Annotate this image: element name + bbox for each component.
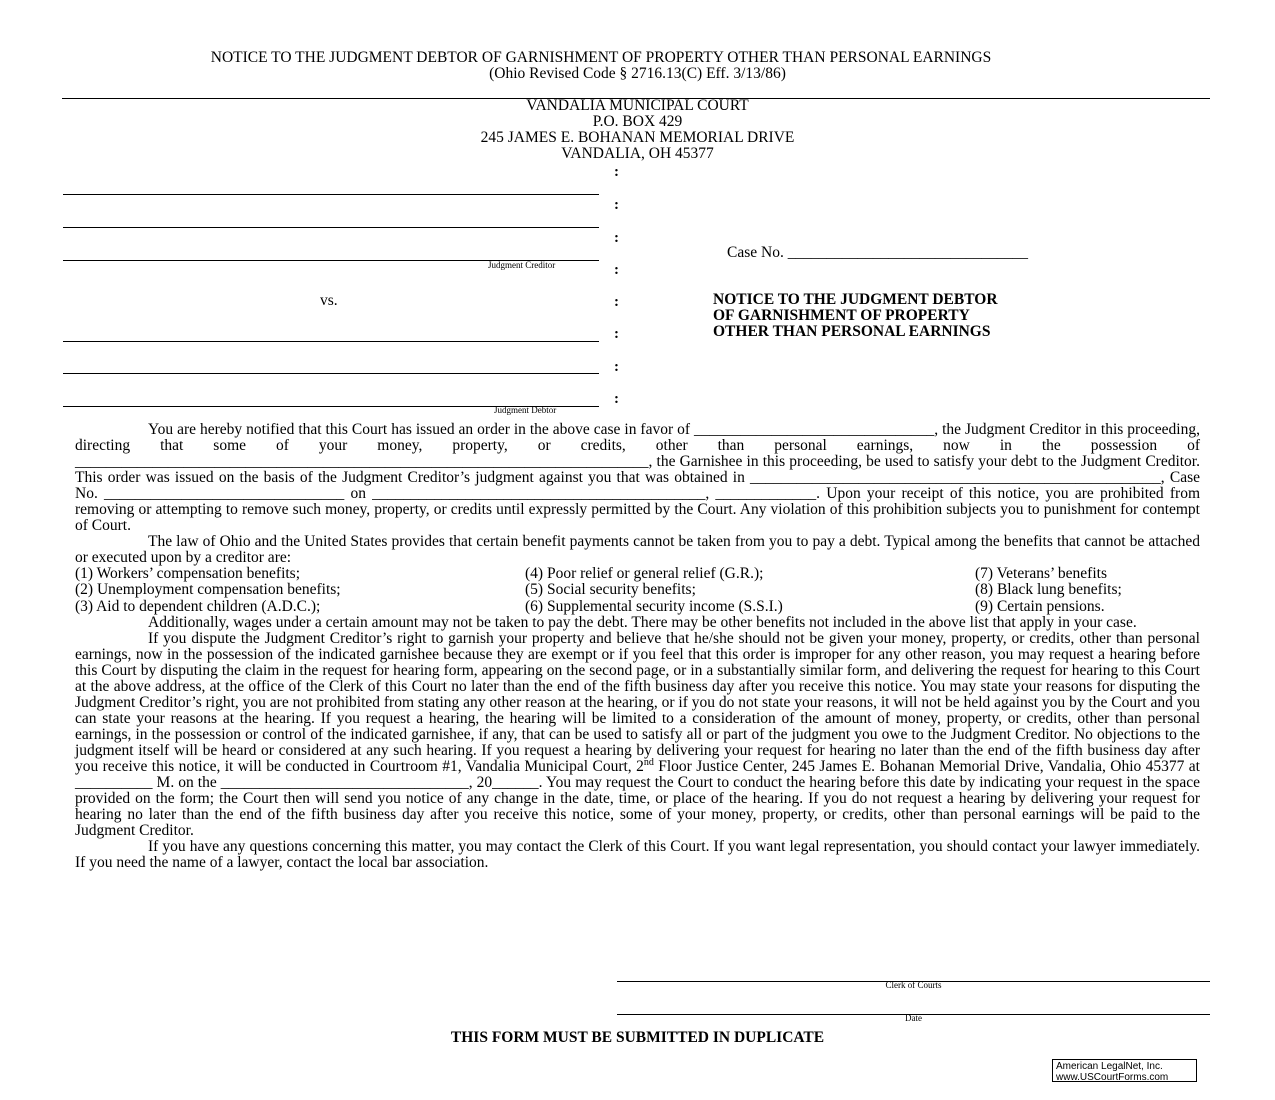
hearing-text-b: Floor Justice Center, 245 James E. Bohanan Memorial Drive, Vandalia, Ohio 45377 at __________ M. on the ________________________________, 20______. You may request the Court to conduct the hearing before this date by indicating your request in the space provided on the form; the Court then will send you notice of any change in the date, time, or place of the hearing. If you do not request a hearing by delivering your request for hearing no later than the end of the fifth business day after you receive this notice, some of your money, property, or credits, other than personal earnings will be paid to the Judgment Creditor. (75, 757, 1200, 840)
court-city: VANDALIA, OH 45377 (561, 145, 714, 162)
hearing-text-a: If you dispute the Judgment Creditor’s right to garnish your property and believe that he/she should not be given your money, property, or credits, other than personal earnings, now in the possession of the indicated garnishee because they are exempt or if you feel that this order is improper for any other reason, you may request a hearing before this Court by disputing the claim in the request for hearing form, appearing on the second page, or in a substantially similar form, and delivering the request for hearing to this Court at the above address, at the office of the Clerk of this Court no later than the end of the fifth business day after you receive this notice. You may state your reasons for disputing the Judgment Creditor’s right, you are not prohibited from stating any other reason at the hearing, or if you do not state your reasons, it will not be held against you by the Court and you can state your reasons at the hearing. If you request a hearing, the hearing will be limited to a consideration of the amount of money, property, or credits, other than personal earnings, in the possession or control of the indicated garnishee, if any, that can be used to satisfy all or part of the judgment you owe to the Judgment Creditor. No objections to the judgment itself will be heard or considered at any such hearing. If you request a hearing by delivering your request for hearing no later than the end of the fifth business day after you receive this notice, it will be conducted in Courtroom #1, Vandalia Municipal Court, 2 (75, 629, 1200, 775)
paragraph-order-notice: You are hereby notified that this Court has issued an order in the above case in favor of _______________________________, the Judgment Creditor in this proceeding, directing that some of your money, property, or credits, other than personal earnings, now in the possession of __________________________________________________________________________, the Garnishee in this proceeding, be used to satisfy your debt to the Judgment Creditor. This order was issued on the basis of the Judgment Creditor’s judgment against you that was obtained in _____________________________________________________, Case No. _______________________________ on ___________________________________________, _____________. Upon your receipt of this notice, you are prohibited from removing or attempting to remove such money, property, or credits until expressly permitted by the Court. Any violation of this prohibition subjects you to punishment for contempt of Court. (75, 421, 1200, 535)
judgment-creditor-label: Judgment Creditor (488, 260, 556, 270)
notice-title-line: NOTICE TO THE JUDGMENT DEBTOR (713, 291, 998, 308)
debtor-line-1[interactable] (63, 341, 599, 342)
notice-title-line: OTHER THAN PERSONAL EARNINGS (713, 323, 991, 340)
caption-colon: : (614, 326, 619, 342)
caption-colon: : (614, 359, 619, 375)
date-label: Date (905, 1013, 922, 1023)
publisher-website[interactable]: www.USCourtForms.com (1056, 1072, 1169, 1083)
benefits-row (75, 566, 1200, 582)
benefit-item: (2) Unemployment compensation benefits; (75, 581, 341, 599)
court-street: 245 JAMES E. BOHANAN MEMORIAL DRIVE (480, 129, 795, 146)
benefit-item: (8) Black lung benefits; (975, 581, 1122, 599)
debtor-line-2[interactable] (63, 373, 599, 374)
benefit-item: (1) Workers’ compensation benefits; (75, 565, 301, 583)
caption-colon: : (614, 197, 619, 213)
versus-label: vs. (320, 292, 338, 309)
benefits-list (75, 566, 1200, 614)
clerk-of-courts-label: Clerk of Courts (885, 980, 942, 990)
creditor-line-1[interactable] (63, 194, 599, 195)
benefits-row (75, 599, 1200, 615)
benefit-item: (3) Aid to dependent children (A.D.C.); (75, 597, 321, 615)
benefit-item: (9) Certain pensions. (975, 597, 1105, 615)
case-number-field[interactable]: Case No. _______________________________ (727, 244, 1028, 261)
notice-body (75, 422, 1200, 871)
court-name: VANDALIA MUNICIPAL COURT (526, 97, 749, 114)
caption-colon: : (614, 230, 619, 246)
publisher-badge (1052, 1059, 1197, 1082)
statute-reference: (Ohio Revised Code § 2716.13(C) Eff. 3/13/86) (489, 65, 786, 82)
benefit-item: (6) Supplemental security income (S.S.I.) (525, 597, 783, 615)
judgment-debtor-label: Judgment Debtor (494, 405, 557, 415)
benefit-item: (5) Social security benefits; (525, 581, 696, 599)
caption-colon: : (614, 164, 619, 180)
notice-title-line: OF GARNISHMENT OF PROPERTY (713, 307, 970, 324)
benefit-item: (4) Poor relief or general relief (G.R.); (525, 565, 764, 583)
duplicate-notice: THIS FORM MUST BE SUBMITTED IN DUPLICATE (450, 1029, 825, 1046)
court-address-block (380, 98, 895, 162)
court-po-box: P.O. BOX 429 (592, 113, 683, 130)
paragraph-hearing-request (75, 631, 1200, 840)
creditor-line-2[interactable] (63, 227, 599, 228)
caption-colon: : (614, 391, 619, 407)
notice-title-block (713, 292, 998, 340)
benefits-row (75, 582, 1200, 598)
ordinal-suffix: nd (643, 756, 654, 768)
paragraph-contact-clerk: If you have any questions concerning this matter, you may contact the Clerk of this Court. If you want legal representation, you should contact your lawyer immediately. If you need the name of a lawyer, contact the local bar association. (75, 838, 1200, 872)
paragraph-exempt-benefits: The law of Ohio and the United States provides that certain benefit payments cannot be taken from you to pay a debt. Typical among the benefits that cannot be attached or executed upon by a creditor are: (75, 533, 1200, 567)
caption-colon: : (614, 262, 619, 278)
publisher-name: American LegalNet, Inc. (1056, 1061, 1163, 1072)
paragraph-wage-limit: Additionally, wages under a certain amount may not be taken to pay the debt. There may be other benefits not included in the above list that apply in your case. (148, 613, 1137, 631)
caption-colon: : (614, 294, 619, 310)
benefit-item: (7) Veterans’ benefits (975, 565, 1107, 583)
form-title: NOTICE TO THE JUDGMENT DEBTOR OF GARNISHMENT OF PROPERTY OTHER THAN PERSONAL EARNINGS (210, 49, 992, 66)
